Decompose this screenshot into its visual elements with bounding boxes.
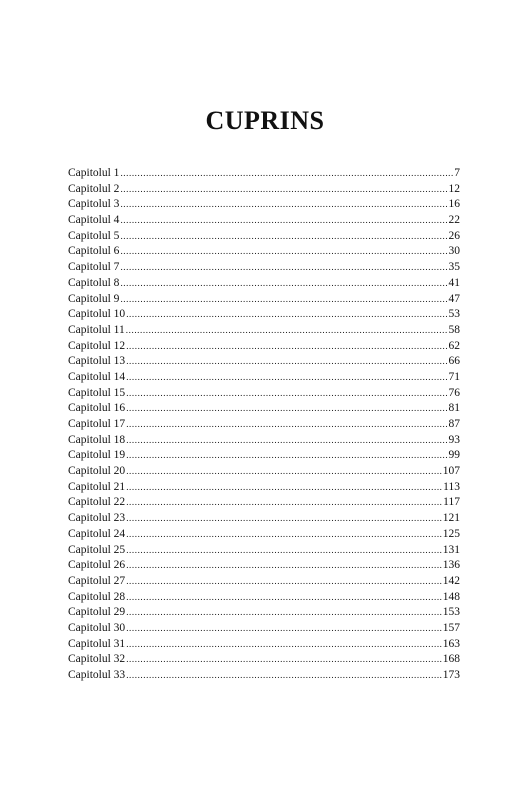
toc-entry-label: Capitolul 27 — [68, 574, 126, 587]
toc-dot-leader — [120, 166, 453, 182]
toc-entry-page-number: 30 — [448, 245, 460, 258]
toc-entry[interactable] — [68, 323, 460, 339]
toc-entry[interactable] — [68, 276, 460, 292]
toc-entry-label: Capitolul 2 — [68, 182, 120, 195]
toc-dot-leader — [126, 590, 442, 606]
toc-dot-leader — [126, 323, 448, 339]
toc-entry-label: Capitolul 30 — [68, 621, 126, 634]
toc-entry-page-number: 71 — [448, 370, 460, 383]
toc-entry[interactable] — [68, 652, 460, 668]
toc-dot-leader — [126, 511, 442, 527]
toc-entry-label: Capitolul 24 — [68, 527, 126, 540]
toc-entry-page-number: 16 — [448, 198, 460, 211]
toc-entry[interactable] — [68, 244, 460, 260]
toc-entry-label: Capitolul 15 — [68, 386, 126, 399]
toc-entry-label: Capitolul 5 — [68, 229, 120, 242]
toc-entry[interactable] — [68, 637, 460, 653]
toc-entry[interactable] — [68, 621, 460, 637]
toc-entry[interactable] — [68, 339, 460, 355]
toc-dot-leader — [126, 354, 447, 370]
toc-entry-label: Capitolul 32 — [68, 653, 126, 666]
toc-entry-label: Capitolul 12 — [68, 339, 126, 352]
toc-entry[interactable] — [68, 386, 460, 402]
toc-entry[interactable] — [68, 401, 460, 417]
toc-entry[interactable] — [68, 558, 460, 574]
toc-entry-label: Capitolul 31 — [68, 637, 126, 650]
toc-dot-leader — [126, 605, 442, 621]
toc-entry-label: Capitolul 16 — [68, 402, 126, 415]
toc-entry[interactable] — [68, 292, 460, 308]
toc-entry[interactable] — [68, 260, 460, 276]
toc-dot-leader — [126, 668, 442, 684]
toc-entry-page-number: 131 — [442, 543, 460, 556]
toc-entry-label: Capitolul 20 — [68, 465, 126, 478]
toc-dot-leader — [126, 543, 442, 559]
toc-dot-leader — [126, 527, 442, 543]
toc-entry[interactable] — [68, 668, 460, 684]
toc-entry-page-number: 93 — [448, 433, 460, 446]
toc-entry-page-number: 107 — [442, 465, 460, 478]
toc-entry-page-number: 99 — [448, 449, 460, 462]
toc-dot-leader — [120, 292, 447, 308]
toc-entry-label: Capitolul 33 — [68, 669, 126, 681]
toc-entry-page-number: 157 — [442, 621, 460, 634]
toc-entry-label: Capitolul 21 — [68, 480, 126, 493]
toc-entry[interactable] — [68, 166, 460, 182]
toc-entry[interactable] — [68, 605, 460, 621]
toc-dot-leader — [126, 386, 447, 402]
toc-entry-label: Capitolul 25 — [68, 543, 126, 556]
toc-dot-leader — [126, 417, 447, 433]
toc-entry-page-number: 81 — [448, 402, 460, 415]
toc-entry-page-number: 113 — [443, 480, 460, 493]
toc-dot-leader — [120, 260, 447, 276]
toc-entry-label: Capitolul 6 — [68, 245, 120, 258]
toc-entry-page-number: 153 — [442, 606, 460, 619]
toc-entry-page-number: 121 — [442, 512, 460, 525]
toc-entry-page-number: 136 — [442, 559, 460, 572]
toc-entry[interactable] — [68, 464, 460, 480]
toc-dot-leader — [120, 182, 447, 198]
toc-dot-leader — [126, 448, 447, 464]
toc-dot-leader — [120, 229, 447, 245]
toc-entry[interactable] — [68, 511, 460, 527]
table-of-contents — [68, 166, 460, 684]
toc-entry-label: Capitolul 7 — [68, 261, 120, 274]
toc-entry-page-number: 117 — [443, 496, 460, 509]
toc-entry[interactable] — [68, 590, 460, 606]
toc-entry-label: Capitolul 11 — [68, 323, 125, 336]
toc-entry-label: Capitolul 28 — [68, 590, 126, 603]
toc-entry-label: Capitolul 29 — [68, 606, 126, 619]
toc-entry-page-number: 62 — [448, 339, 460, 352]
toc-dot-leader — [126, 370, 447, 386]
toc-entry-page-number: 76 — [448, 386, 460, 399]
toc-dot-leader — [126, 621, 442, 637]
toc-entry[interactable] — [68, 213, 460, 229]
toc-entry[interactable] — [68, 370, 460, 386]
toc-entry-page-number: 163 — [442, 637, 460, 650]
toc-entry-label: Capitolul 18 — [68, 433, 126, 446]
toc-dot-leader — [120, 197, 447, 213]
toc-entry-label: Capitolul 1 — [68, 167, 120, 179]
toc-dot-leader — [126, 307, 447, 323]
toc-entry-label: Capitolul 14 — [68, 370, 126, 383]
toc-entry-page-number: 173 — [442, 669, 460, 681]
toc-entry[interactable] — [68, 354, 460, 370]
toc-entry-page-number: 87 — [448, 418, 460, 430]
toc-entry-label: Capitolul 19 — [68, 449, 126, 462]
toc-entry-page-number: 148 — [442, 590, 460, 603]
toc-entry-label: Capitolul 13 — [68, 355, 126, 368]
toc-dot-leader — [126, 652, 442, 668]
toc-entry[interactable] — [68, 574, 460, 590]
toc-entry[interactable] — [68, 495, 460, 511]
toc-entry[interactable] — [68, 197, 460, 213]
toc-entry-label: Capitolul 8 — [68, 276, 120, 289]
page-title: CUPRINS — [205, 106, 325, 135]
toc-dot-leader — [120, 244, 447, 260]
toc-entry-label: Capitolul 9 — [68, 292, 120, 305]
toc-entry-page-number: 142 — [442, 574, 460, 587]
toc-dot-leader — [126, 339, 447, 355]
toc-entry-label: Capitolul 22 — [68, 496, 126, 509]
toc-entry-label: Capitolul 3 — [68, 198, 120, 211]
toc-dot-leader — [126, 401, 447, 417]
toc-entry-page-number: 26 — [448, 229, 460, 242]
toc-entry[interactable] — [68, 307, 460, 323]
toc-entry-page-number: 66 — [448, 355, 460, 368]
toc-entry[interactable] — [68, 527, 460, 543]
toc-entry-page-number: 12 — [448, 182, 460, 195]
toc-entry-label: Capitolul 17 — [68, 418, 126, 430]
toc-entry-page-number: 47 — [448, 292, 460, 305]
toc-entry[interactable] — [68, 448, 460, 464]
toc-dot-leader — [120, 276, 447, 292]
toc-dot-leader — [126, 433, 447, 449]
toc-dot-leader — [126, 480, 442, 496]
toc-entry-label: Capitolul 10 — [68, 308, 126, 321]
toc-entry[interactable] — [68, 433, 460, 449]
toc-entry-label: Capitolul 4 — [68, 214, 120, 227]
toc-entry[interactable] — [68, 229, 460, 245]
toc-entry-page-number: 7 — [454, 167, 460, 179]
toc-entry-page-number: 58 — [448, 323, 460, 336]
toc-entry-page-number: 168 — [442, 653, 460, 666]
toc-entry-label: Capitolul 26 — [68, 559, 126, 572]
toc-dot-leader — [126, 558, 442, 574]
toc-dot-leader — [126, 495, 442, 511]
toc-dot-leader — [126, 574, 442, 590]
toc-dot-leader — [126, 637, 442, 653]
toc-dot-leader — [126, 464, 442, 480]
toc-entry-label: Capitolul 23 — [68, 512, 126, 525]
toc-entry[interactable] — [68, 543, 460, 559]
toc-entry-page-number: 35 — [448, 261, 460, 274]
toc-entry-page-number: 125 — [442, 527, 460, 540]
toc-dot-leader — [120, 213, 447, 229]
toc-entry-page-number: 22 — [448, 214, 460, 227]
toc-entry-page-number: 41 — [448, 276, 460, 289]
toc-entry[interactable] — [68, 417, 460, 433]
toc-entry-page-number: 53 — [448, 308, 460, 321]
toc-entry[interactable] — [68, 182, 460, 198]
toc-entry[interactable] — [68, 480, 460, 496]
